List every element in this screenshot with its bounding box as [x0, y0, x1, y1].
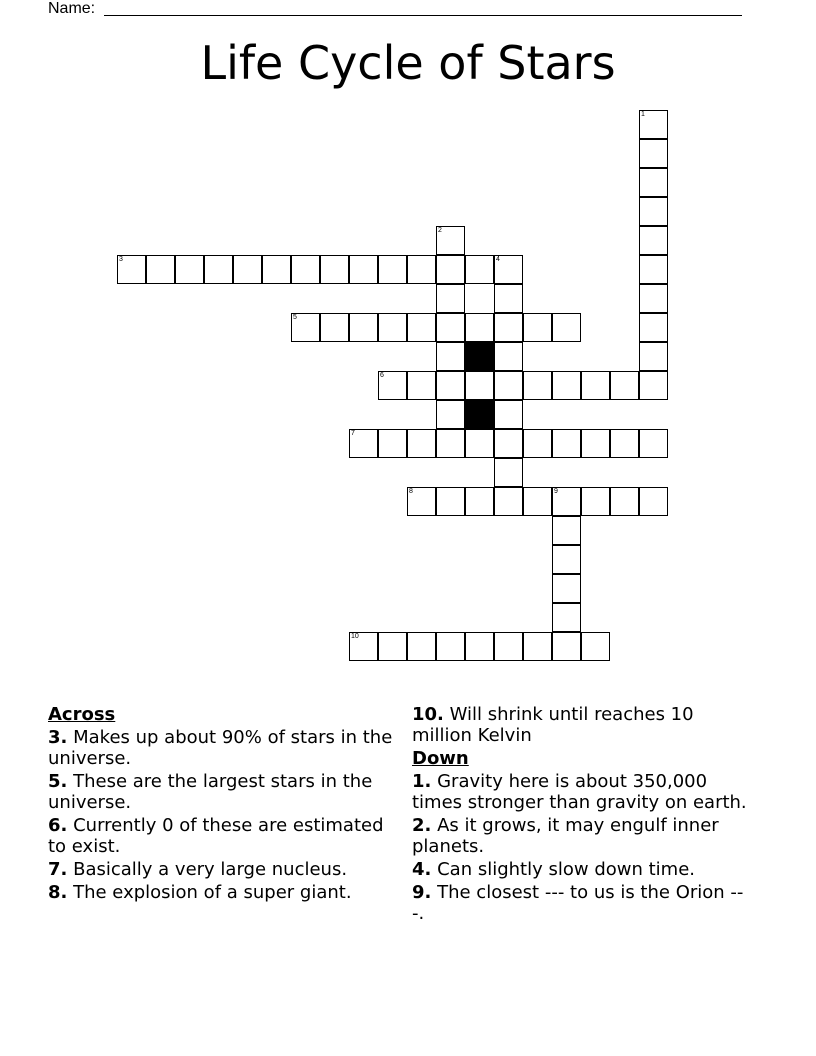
grid-cell[interactable]: [378, 429, 407, 458]
clue-text: The closest --- to us is the Orion ---.: [412, 882, 744, 924]
across-clues: [48, 704, 393, 905]
grid-cell[interactable]: [407, 371, 436, 400]
grid-cell[interactable]: [639, 197, 668, 226]
grid-cell[interactable]: [494, 400, 523, 429]
clue-number-label: 4: [496, 256, 500, 263]
clue-number-label: 2: [438, 227, 442, 234]
grid-cell[interactable]: [639, 168, 668, 197]
grid-cell[interactable]: [291, 255, 320, 284]
clue-number: 7.: [48, 859, 68, 880]
grid-cell[interactable]: [407, 429, 436, 458]
grid-cell[interactable]: [610, 487, 639, 516]
grid-cell[interactable]: [639, 226, 668, 255]
grid-cell[interactable]: [639, 371, 668, 400]
clue-text: Gravity here is about 350,000 times stronger than gravity on earth.: [412, 771, 747, 813]
grid-cell[interactable]: [436, 342, 465, 371]
grid-cell[interactable]: [494, 632, 523, 661]
clue-across-10: [412, 704, 752, 746]
grid-cell[interactable]: [610, 371, 639, 400]
grid-cell[interactable]: [494, 313, 523, 342]
clue-text: Currently 0 of these are estimated to exist.: [48, 815, 384, 857]
clue-number: 5.: [48, 771, 68, 792]
grid-cell[interactable]: [581, 371, 610, 400]
down-heading: Down: [412, 748, 469, 769]
grid-cell[interactable]: [407, 487, 436, 516]
grid-cell[interactable]: [378, 632, 407, 661]
grid-cell[interactable]: [233, 255, 262, 284]
grid-cell[interactable]: [494, 284, 523, 313]
grid-cell[interactable]: [349, 313, 378, 342]
clue-across-8: [48, 882, 393, 903]
grid-cell[interactable]: [523, 371, 552, 400]
grid-cell[interactable]: [320, 255, 349, 284]
grid-cell[interactable]: [436, 400, 465, 429]
clue-text: Makes up about 90% of stars in the universe.: [48, 727, 393, 769]
grid-cell[interactable]: [639, 487, 668, 516]
clue-number-label: 8: [409, 488, 413, 495]
grid-cell[interactable]: [552, 313, 581, 342]
grid-cell[interactable]: [465, 487, 494, 516]
clue-number-label: 9: [554, 488, 558, 495]
page-title: Life Cycle of Stars: [200, 36, 616, 90]
grid-cell[interactable]: [407, 632, 436, 661]
clue-across-6: [48, 815, 393, 857]
grid-cell[interactable]: [639, 255, 668, 284]
grid-cell[interactable]: [436, 255, 465, 284]
grid-cell[interactable]: [465, 429, 494, 458]
clue-number: 6.: [48, 815, 68, 836]
grid-cell[interactable]: [581, 487, 610, 516]
grid-cell[interactable]: [610, 429, 639, 458]
grid-cell[interactable]: [581, 632, 610, 661]
grid-cell[interactable]: [349, 255, 378, 284]
grid-cell[interactable]: [639, 313, 668, 342]
clue-text: As it grows, it may engulf inner planets.: [412, 815, 719, 857]
grid-cell[interactable]: [552, 516, 581, 545]
grid-cell[interactable]: [494, 342, 523, 371]
clue-number: 4.: [412, 859, 432, 880]
clue-text: Will shrink until reaches 10 million Kelvin: [412, 704, 694, 746]
grid-cell[interactable]: [465, 255, 494, 284]
grid-cell[interactable]: [552, 545, 581, 574]
grid-cell[interactable]: [494, 429, 523, 458]
clue-number: 2.: [412, 815, 432, 836]
clue-text: Basically a very large nucleus.: [73, 859, 348, 880]
grid-cell[interactable]: [117, 255, 146, 284]
grid-cell[interactable]: [552, 632, 581, 661]
clue-number-label: 5: [293, 314, 297, 321]
grid-cell[interactable]: [378, 371, 407, 400]
grid-cell[interactable]: [639, 429, 668, 458]
clue-number-label: 3: [119, 256, 123, 263]
grid-cell[interactable]: [639, 284, 668, 313]
clue-number-label: 1: [641, 111, 645, 118]
grid-cell[interactable]: [523, 632, 552, 661]
grid-cell[interactable]: [552, 371, 581, 400]
clue-number: 3.: [48, 727, 68, 748]
grid-cell[interactable]: [552, 574, 581, 603]
grid-cell[interactable]: [465, 371, 494, 400]
grid-cell[interactable]: [291, 313, 320, 342]
clue-number: 8.: [48, 882, 68, 903]
grid-cell[interactable]: [465, 632, 494, 661]
clue-number: 9.: [412, 882, 432, 903]
grid-cell[interactable]: [204, 255, 233, 284]
name-label: Name:: [48, 0, 96, 17]
down-clues: [412, 704, 752, 926]
clue-text: The explosion of a super giant.: [73, 882, 352, 903]
clue-down-4: [412, 859, 752, 880]
clue-number-label: 7: [351, 430, 355, 437]
grid-cell[interactable]: [349, 429, 378, 458]
grid-cell[interactable]: [581, 429, 610, 458]
grid-cell[interactable]: [639, 139, 668, 168]
grid-cell[interactable]: [552, 429, 581, 458]
clue-number-label: 6: [380, 372, 384, 379]
grid-cell[interactable]: [494, 255, 523, 284]
grid-cell[interactable]: [639, 110, 668, 139]
grid-cell[interactable]: [436, 487, 465, 516]
clue-text: Can slightly slow down time.: [437, 859, 695, 880]
grid-cell[interactable]: [465, 313, 494, 342]
grid-block: [465, 400, 494, 429]
across-heading: Across: [48, 704, 116, 725]
grid-cell[interactable]: [436, 313, 465, 342]
clue-down-1: [412, 771, 752, 813]
clue-down-2: [412, 815, 752, 857]
grid-cell[interactable]: [552, 603, 581, 632]
grid-cell[interactable]: [320, 313, 349, 342]
grid-cell[interactable]: [523, 429, 552, 458]
grid-cell[interactable]: [494, 458, 523, 487]
grid-cell[interactable]: [523, 487, 552, 516]
grid-cell[interactable]: [552, 487, 581, 516]
grid-cell[interactable]: [175, 255, 204, 284]
grid-cell[interactable]: [494, 371, 523, 400]
grid-cell[interactable]: [378, 313, 407, 342]
grid-cell[interactable]: [639, 342, 668, 371]
grid-cell[interactable]: [407, 313, 436, 342]
grid-cell[interactable]: [262, 255, 291, 284]
grid-cell[interactable]: [436, 429, 465, 458]
grid-block: [465, 342, 494, 371]
grid-cell[interactable]: [436, 371, 465, 400]
clue-number: 10.: [412, 704, 444, 725]
clue-number-label: 10: [351, 633, 359, 640]
clue-text: These are the largest stars in the universe.: [48, 771, 373, 813]
grid-cell[interactable]: [378, 255, 407, 284]
grid-cell[interactable]: [494, 487, 523, 516]
grid-cell[interactable]: [146, 255, 175, 284]
clue-number: 1.: [412, 771, 432, 792]
clue-down-9: [412, 882, 752, 924]
grid-cell[interactable]: [436, 226, 465, 255]
clue-across-5: [48, 771, 393, 813]
clue-across-3: [48, 727, 393, 769]
grid-cell[interactable]: [407, 255, 436, 284]
grid-cell[interactable]: [436, 632, 465, 661]
grid-cell[interactable]: [436, 284, 465, 313]
grid-cell[interactable]: [349, 632, 378, 661]
clue-across-7: [48, 859, 393, 880]
grid-cell[interactable]: [523, 313, 552, 342]
